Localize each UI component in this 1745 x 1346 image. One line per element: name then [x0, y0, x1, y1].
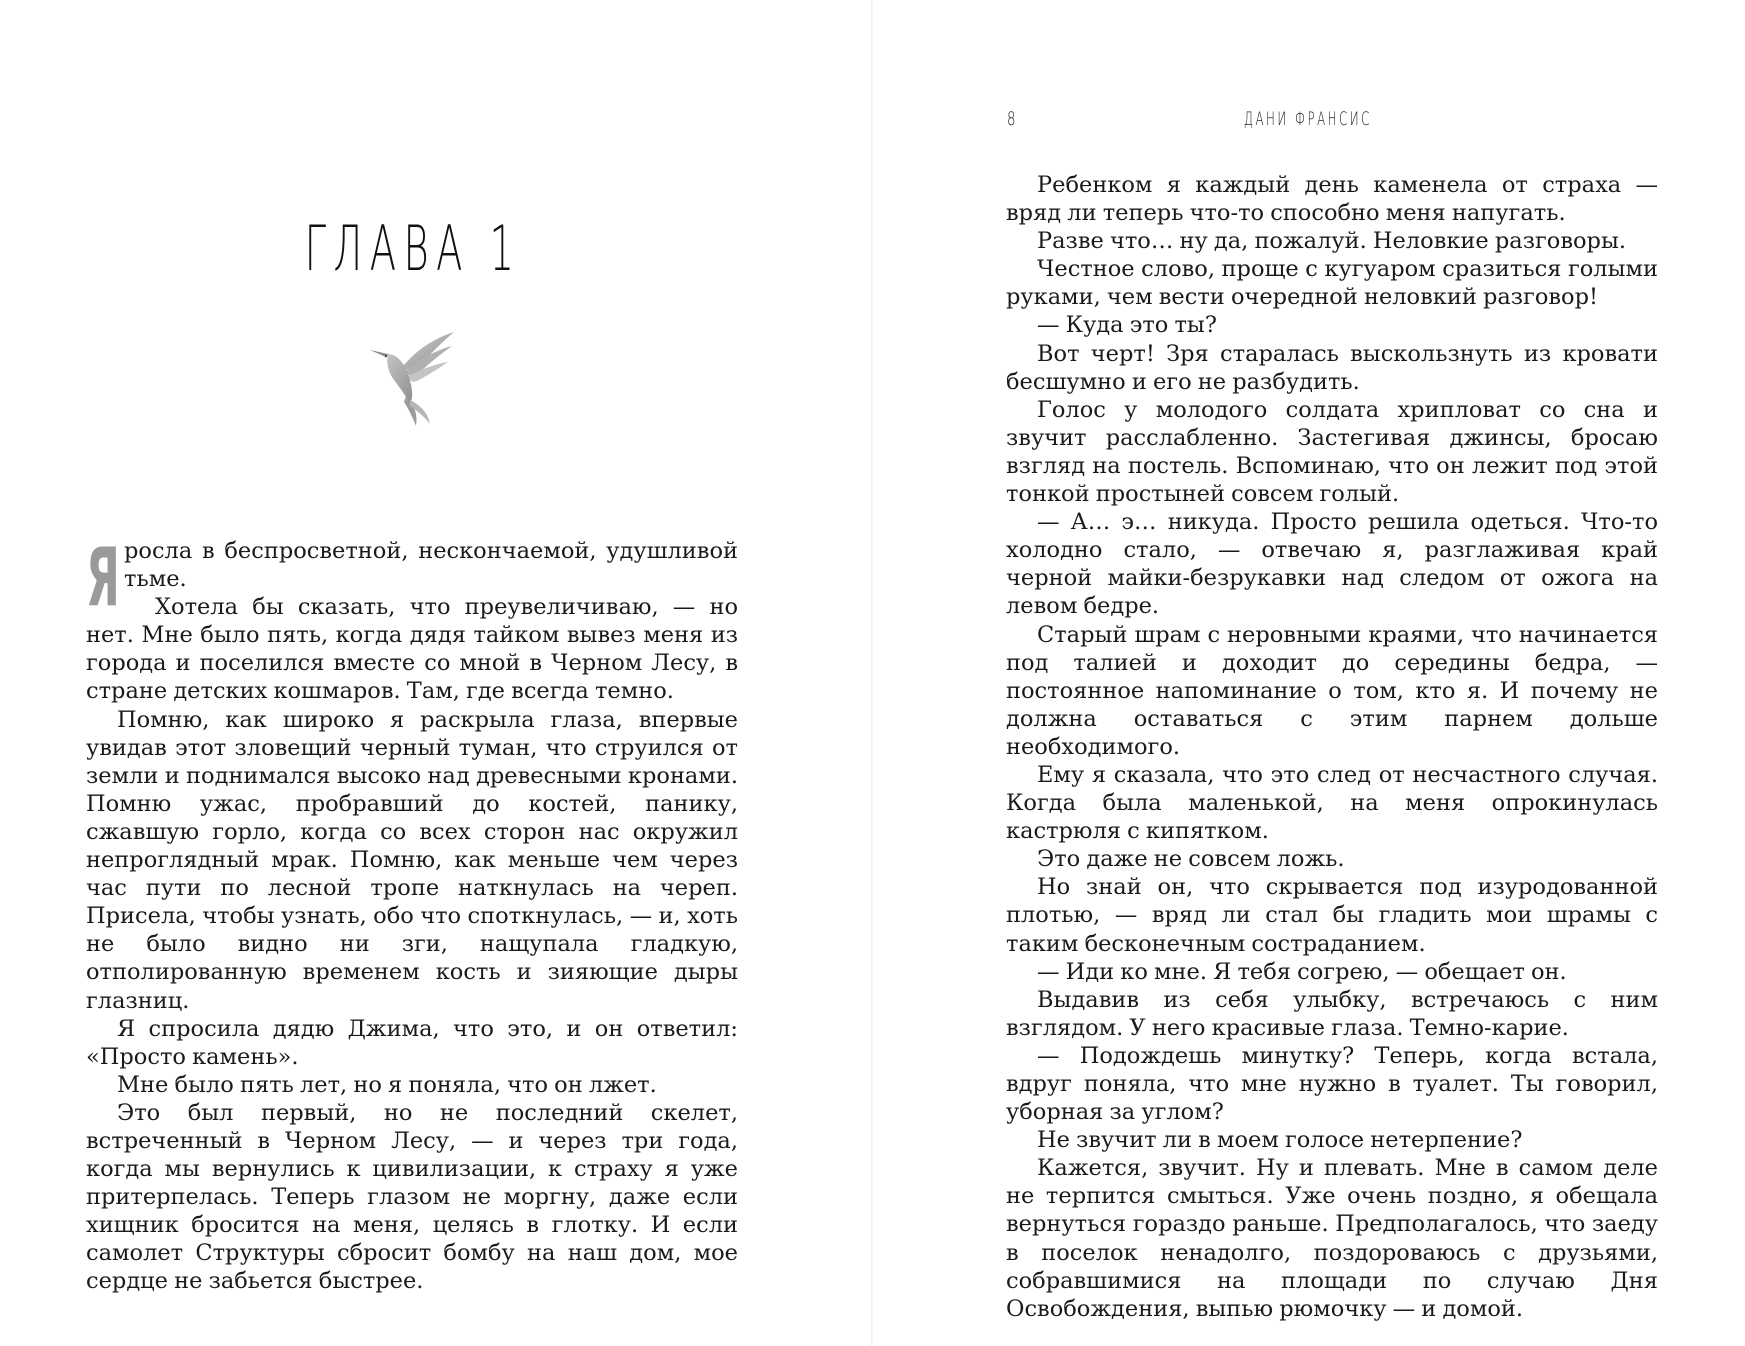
paragraph: Это был первый, но не последний скелет, встреченный в Черном Лесу, — и через три года, когда мы вернулись к цивилизации, к страху я уже притерпелась. Теперь глазом не моргну, даже если хищник бросится на меня, целясь в глотку. И если самолет Структуры сбросит бомбу на наш дом, мое сердце не забьется быстрее. [86, 1099, 738, 1295]
paragraph: Голос у молодого солдата хрипловат со сна и звучит расслабленно. Застегивая джинсы, бросаю взгляд на постель. Вспоминаю, что он лежит под этой тонкой простыней совсем голый. [1006, 396, 1658, 508]
paragraph: — Иди ко мне. Я тебя согрею, — обещает он. [1037, 958, 1567, 985]
paragraph: — Подождешь минутку? Теперь, когда встала, вдруг поняла, что мне нужно в туалет. Ты говорил, уборная за углом? [1006, 1042, 1658, 1126]
paragraph: Не звучит ли в моем голосе нетерпение? [1037, 1127, 1523, 1154]
paragraph: Ребенком я каждый день каменела от страха — вряд ли теперь что-то способно меня напугать. [1006, 172, 1658, 227]
paragraph: — А… э… никуда. Просто решила одеться. Что-то холодно стало, — отвечаю я, разглаживая край черной майки-безрукавки над следом от ожога на левом бедре. [1006, 509, 1658, 620]
running-head-author: ДАНИ ФРАНСИС [1243, 108, 1372, 130]
paragraph: — Куда это ты? [1037, 312, 1217, 339]
right-page-text [1006, 171, 1658, 1323]
first-paragraph-text: росла в беспросветной, нескончаемой, удушливой тьме. [124, 538, 738, 593]
paragraph: Кажется, звучит. Ну и плевать. Мне в самом деле не терпится смыться. Уже очень поздно, я обещала вернуться гораздо раньше. Предполагалось, что заеду в поселок ненадолго, поздороваюсь с друзьями, собравшимися на площади по случаю Дня Освобождения, выпью рюмочку — и домой. [1006, 1155, 1658, 1322]
drop-cap: Я [86, 531, 120, 624]
paragraph: Старый шрам с неровными краями, что начинается под талией и доходит до середины бедра, — постоянное напоминание о том, кто я. И почему не должна оставаться с этим парнем дольше необходимого. [1006, 621, 1658, 760]
paragraph: Но знай он, что скрывается под изуродованной плотью, — вряд ли стал бы гладить мои шрамы с таким бесконечным состраданием. [1006, 874, 1658, 957]
left-page [0, 0, 871, 1346]
hummingbird-icon [370, 330, 456, 426]
paragraph: Это даже не совсем ложь. [1037, 846, 1345, 873]
paragraph: Ему я сказала, что это след от несчастного случая. Когда была маленькой, на меня опрокинулась кастрюля с кипятком. [1006, 761, 1658, 845]
page-number: 8 [1007, 108, 1019, 130]
chapter-title: ГЛАВА 1 [304, 212, 522, 285]
paragraph: Я спросила дядю Джима, что это, и он ответил: «Просто камень». [86, 1015, 738, 1070]
left-page-text [86, 531, 738, 1296]
first-paragraph [86, 531, 738, 624]
right-page [873, 0, 1745, 1346]
paragraph: Вот черт! Зря старалась выскользнуть из кровати бесшумно и его не разбудить. [1006, 340, 1658, 395]
paragraph: Хотела бы сказать, что преувеличиваю, — но нет. Мне было пять, когда дядя тайком вывез меня из города и поселился вместе со мной в Черном Лесу, в стране детских кошмаров. Там, где всегда темно. [86, 594, 738, 705]
paragraph: Выдавив из себя улыбку, встречаюсь с ним взглядом. У него красивые глаза. Темно-карие. [1006, 986, 1658, 1041]
paragraph: Честное слово, проще с кугуаром сразиться голыми руками, чем вести очередной неловкий разговор! [1006, 256, 1658, 311]
paragraph: Разве что… ну да, пожалуй. Неловкие разговоры. [1037, 228, 1626, 255]
paragraph: Мне было пять лет, но я поняла, что он лжет. [117, 1071, 657, 1098]
paragraph: Помню, как широко я раскрыла глаза, впервые увидав этот зловещий черный туман, что струился от земли и поднимался высоко над древесными кронами. Помню ужас, пробравший до костей, панику, сжавшую горло, когда со всех сторон нас окружил непроглядный мрак. Помню, как меньше чем через час пути по лесной тропе наткнулась на череп. Присела, чтобы узнать, обо что споткнулась, — и, хоть не было видно ни зги, нащупала гладкую, отполированную временем кость и зияющие дыры глазниц. [86, 706, 738, 1014]
